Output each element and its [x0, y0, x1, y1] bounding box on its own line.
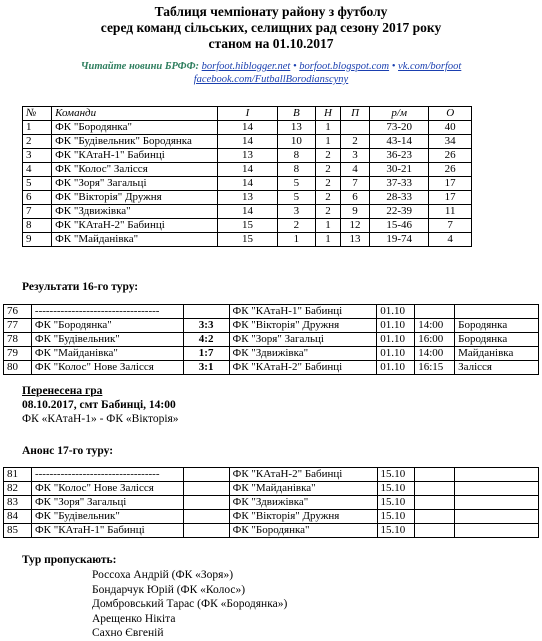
results-cell: ФК "Бородянка"	[31, 319, 183, 333]
standings-cell: 26	[429, 163, 472, 177]
standings-cell: 17	[429, 191, 472, 205]
standings-cell: 7	[429, 219, 472, 233]
standings-cell: 15-46	[370, 219, 429, 233]
results-cell	[415, 305, 455, 319]
standings-col-header: В	[277, 107, 315, 121]
standings-cell: 1	[316, 219, 341, 233]
standings-row	[23, 163, 472, 177]
standings-cell: 2	[23, 135, 52, 149]
title-line-3: станом на 01.10.2017	[208, 36, 334, 51]
results-cell: 01.10	[377, 305, 415, 319]
announce-cell: ФК "КАтаН-1" Бабинці	[31, 524, 183, 538]
standings-cell: 2	[316, 205, 341, 219]
standings-cell: 43-14	[370, 135, 429, 149]
standings-cell: 14	[218, 177, 277, 191]
standings-cell: 28-33	[370, 191, 429, 205]
results-table	[3, 304, 539, 375]
announce-heading: Анонс 17-го туру:	[22, 445, 114, 457]
standings-cell: 17	[429, 177, 472, 191]
skip-heading: Тур пропускають:	[22, 554, 117, 566]
announce-cell: 15.10	[377, 468, 415, 482]
standings-cell: 8	[23, 219, 52, 233]
standings-cell: ФК "КАтаН-2" Бабинці	[52, 219, 218, 233]
title-line-1: Таблиця чемпіонату району з футболу	[154, 4, 388, 19]
results-cell: Бородянка	[455, 333, 539, 347]
skip-player: Бондарчук Юрій (ФК «Колос»)	[92, 583, 246, 596]
results-cell: 1:7	[183, 347, 229, 361]
results-cell: 01.10	[377, 361, 415, 375]
announce-row	[4, 510, 539, 524]
results-cell: ФК "КАтаН-1" Бабинці	[229, 305, 377, 319]
standings-row	[23, 177, 472, 191]
results-heading: Результати 16-го туру:	[22, 281, 139, 293]
announce-cell	[455, 482, 539, 496]
standings-cell: 36-23	[370, 149, 429, 163]
standings-cell: 3	[23, 149, 52, 163]
standings-row	[23, 135, 472, 149]
announce-cell	[183, 482, 229, 496]
link-vk[interactable]: vk.com/borfoot	[398, 61, 462, 72]
announce-row	[4, 524, 539, 538]
standings-cell: 19-74	[370, 233, 429, 247]
skip-list	[92, 568, 287, 641]
announce-cell	[415, 510, 455, 524]
skip-player: Сахно Євгеній	[92, 627, 164, 639]
standings-cell: 1	[277, 233, 315, 247]
moved-datetime: 08.10.2017, смт Бабинці, 14:00	[22, 399, 176, 411]
standings-cell: 30-21	[370, 163, 429, 177]
announce-cell	[455, 496, 539, 510]
results-row	[4, 319, 539, 333]
announce-cell	[183, 524, 229, 538]
results-cell: 16:00	[415, 333, 455, 347]
standings-cell: 9	[23, 233, 52, 247]
announce-cell: ФК "Вікторія" Дружня	[229, 510, 377, 524]
standings-cell: 3	[277, 205, 315, 219]
standings-col-header: Н	[316, 107, 341, 121]
standings-cell: ФК "Зоря" Загальці	[52, 177, 218, 191]
announce-cell: 84	[4, 510, 32, 524]
standings-cell: 14	[218, 163, 277, 177]
announce-cell	[183, 510, 229, 524]
announce-cell: ----------------------------------	[31, 468, 183, 482]
results-cell: ФК "Колос" Нове Залісся	[31, 361, 183, 375]
announce-cell: ФК "Здвижівка"	[229, 496, 377, 510]
page-title	[0, 4, 542, 52]
results-cell: 78	[4, 333, 32, 347]
standings-cell: 40	[429, 121, 472, 135]
standings-cell: ФК "Колос" Залісся	[52, 163, 218, 177]
results-cell: 76	[4, 305, 32, 319]
standings-cell: 13	[341, 233, 370, 247]
announce-cell	[455, 510, 539, 524]
results-cell: ФК "Будівельник"	[31, 333, 183, 347]
results-cell: Майданівка	[455, 347, 539, 361]
results-cell: 01.10	[377, 319, 415, 333]
announce-cell	[415, 468, 455, 482]
results-cell: 01.10	[377, 333, 415, 347]
announce-cell: 15.10	[377, 496, 415, 510]
standings-cell: 14	[218, 121, 277, 135]
standings-cell: ФК "Вікторія" Дружня	[52, 191, 218, 205]
announce-cell: 85	[4, 524, 32, 538]
standings-cell: 22-39	[370, 205, 429, 219]
link-blogspot[interactable]: borfoot.blogspot.com	[299, 61, 390, 72]
standings-cell: 11	[429, 205, 472, 219]
standings-row	[23, 205, 472, 219]
standings-cell: 7	[23, 205, 52, 219]
results-cell: 14:00	[415, 319, 455, 333]
standings-cell: ФК "Здвижівка"	[52, 205, 218, 219]
standings-cell: ФК "КАтаН-1" Бабинці	[52, 149, 218, 163]
results-cell: ФК "Майданівка"	[31, 347, 183, 361]
standings-cell	[341, 121, 370, 135]
standings-cell: 2	[316, 191, 341, 205]
standings-cell: 10	[277, 135, 315, 149]
results-cell: ФК "КАтаН-2" Бабинці	[229, 361, 377, 375]
standings-cell: 13	[218, 149, 277, 163]
announce-cell: 81	[4, 468, 32, 482]
skip-player: Домбровський Тарас (ФК «Бородянка»)	[92, 598, 288, 610]
standings-col-header: І	[218, 107, 277, 121]
announce-cell: 15.10	[377, 482, 415, 496]
standings-cell: ФК "Будівельник" Бородянка	[52, 135, 218, 149]
announce-cell: ФК "Колос" Нове Залісся	[31, 482, 183, 496]
results-cell: 77	[4, 319, 32, 333]
announce-cell	[183, 468, 229, 482]
standings-row	[23, 121, 472, 135]
standings-col-header: П	[341, 107, 370, 121]
standings-cell: 1	[23, 121, 52, 135]
results-row	[4, 333, 539, 347]
skip-player: Россоха Андрій (ФК «Зоря»)	[92, 569, 234, 581]
standings-cell: 2	[277, 219, 315, 233]
standings-cell: 3	[341, 149, 370, 163]
standings-cell: 8	[277, 163, 315, 177]
standings-col-header: Команди	[52, 107, 218, 121]
standings-row	[23, 219, 472, 233]
standings-col-header: №	[23, 107, 52, 121]
link-facebook[interactable]: facebook.com/FutballBorodianscyny	[193, 74, 349, 85]
results-cell: 3:3	[183, 319, 229, 333]
standings-row	[23, 191, 472, 205]
standings-cell: 34	[429, 135, 472, 149]
separator: •	[292, 61, 297, 72]
standings-cell: 15	[218, 219, 277, 233]
title-line-2: серед команд сільських, селищних рад сезону 2017 року	[100, 20, 442, 35]
announce-cell	[455, 468, 539, 482]
news-links	[0, 60, 542, 86]
announce-cell: ФК "КАтаН-2" Бабинці	[229, 468, 377, 482]
standings-row	[23, 233, 472, 247]
results-cell: 79	[4, 347, 32, 361]
standings-cell: 4	[429, 233, 472, 247]
standings-cell: 5	[23, 177, 52, 191]
results-row	[4, 347, 539, 361]
results-cell: ----------------------------------	[31, 305, 183, 319]
standings-cell: 2	[316, 163, 341, 177]
announce-cell: 83	[4, 496, 32, 510]
standings-cell: 14	[218, 205, 277, 219]
standings-cell: 6	[341, 191, 370, 205]
announce-cell: ФК "Майданівка"	[229, 482, 377, 496]
results-row	[4, 305, 539, 319]
standings-cell: ФК "Майданівка"	[52, 233, 218, 247]
results-cell	[183, 305, 229, 319]
announce-cell: 15.10	[377, 510, 415, 524]
standings-cell: 9	[341, 205, 370, 219]
standings-cell: 8	[277, 149, 315, 163]
results-row	[4, 361, 539, 375]
standings-cell: 1	[316, 135, 341, 149]
news-label: Читайте новини БРФФ:	[80, 61, 200, 72]
standings-cell: 2	[341, 135, 370, 149]
standings-cell: 4	[341, 163, 370, 177]
standings-cell: 4	[23, 163, 52, 177]
skip-player: Арещенко Нікіта	[92, 612, 176, 625]
announce-cell	[455, 524, 539, 538]
results-cell: 14:00	[415, 347, 455, 361]
standings-cell: 15	[218, 233, 277, 247]
standings-col-header: р/м	[370, 107, 429, 121]
announce-cell: 15.10	[377, 524, 415, 538]
standings-cell: 7	[341, 177, 370, 191]
standings-cell: 12	[341, 219, 370, 233]
moved-game	[22, 384, 179, 426]
standings-cell: 73-20	[370, 121, 429, 135]
results-cell: 80	[4, 361, 32, 375]
results-cell: ФК "Здвижівка"	[229, 347, 377, 361]
announce-row	[4, 496, 539, 510]
announce-cell: ФК "Зоря" Загальці	[31, 496, 183, 510]
standings-cell: 13	[218, 191, 277, 205]
standings-row	[23, 149, 472, 163]
standings-cell: 5	[277, 191, 315, 205]
standings-cell: 26	[429, 149, 472, 163]
standings-cell: 1	[316, 121, 341, 135]
standings-cell: 1	[316, 233, 341, 247]
announce-row	[4, 468, 539, 482]
standings-cell: 6	[23, 191, 52, 205]
standings-cell: 2	[316, 177, 341, 191]
standings-cell: 37-33	[370, 177, 429, 191]
announce-table	[3, 467, 539, 538]
results-cell: ФК "Вікторія" Дружня	[229, 319, 377, 333]
announce-cell	[415, 524, 455, 538]
moved-match: ФК «КАтаН-1» - ФК «Вікторія»	[22, 413, 179, 425]
standings-cell: 14	[218, 135, 277, 149]
standings-header	[23, 107, 472, 121]
announce-cell	[183, 496, 229, 510]
results-cell: 3:1	[183, 361, 229, 375]
announce-cell	[415, 482, 455, 496]
results-cell	[455, 305, 539, 319]
standings-table	[22, 106, 472, 247]
results-cell: ФК "Зоря" Загальці	[229, 333, 377, 347]
results-cell: Бородянка	[455, 319, 539, 333]
results-cell: 16:15	[415, 361, 455, 375]
announce-cell	[415, 496, 455, 510]
results-cell: Залісся	[455, 361, 539, 375]
standings-cell: 2	[316, 149, 341, 163]
standings-cell: 13	[277, 121, 315, 135]
results-cell: 4:2	[183, 333, 229, 347]
standings-cell: ФК "Бородянка"	[52, 121, 218, 135]
announce-cell: ФК "Бородянка"	[229, 524, 377, 538]
link-hiblogger[interactable]: borfoot.hiblogger.net	[201, 61, 291, 72]
standings-col-header: О	[429, 107, 472, 121]
announce-row	[4, 482, 539, 496]
separator: •	[391, 61, 396, 72]
announce-cell: ФК "Будівельник"	[31, 510, 183, 524]
standings-cell: 5	[277, 177, 315, 191]
announce-cell: 82	[4, 482, 32, 496]
results-cell: 01.10	[377, 347, 415, 361]
moved-heading: Перенесена гра	[22, 385, 103, 397]
